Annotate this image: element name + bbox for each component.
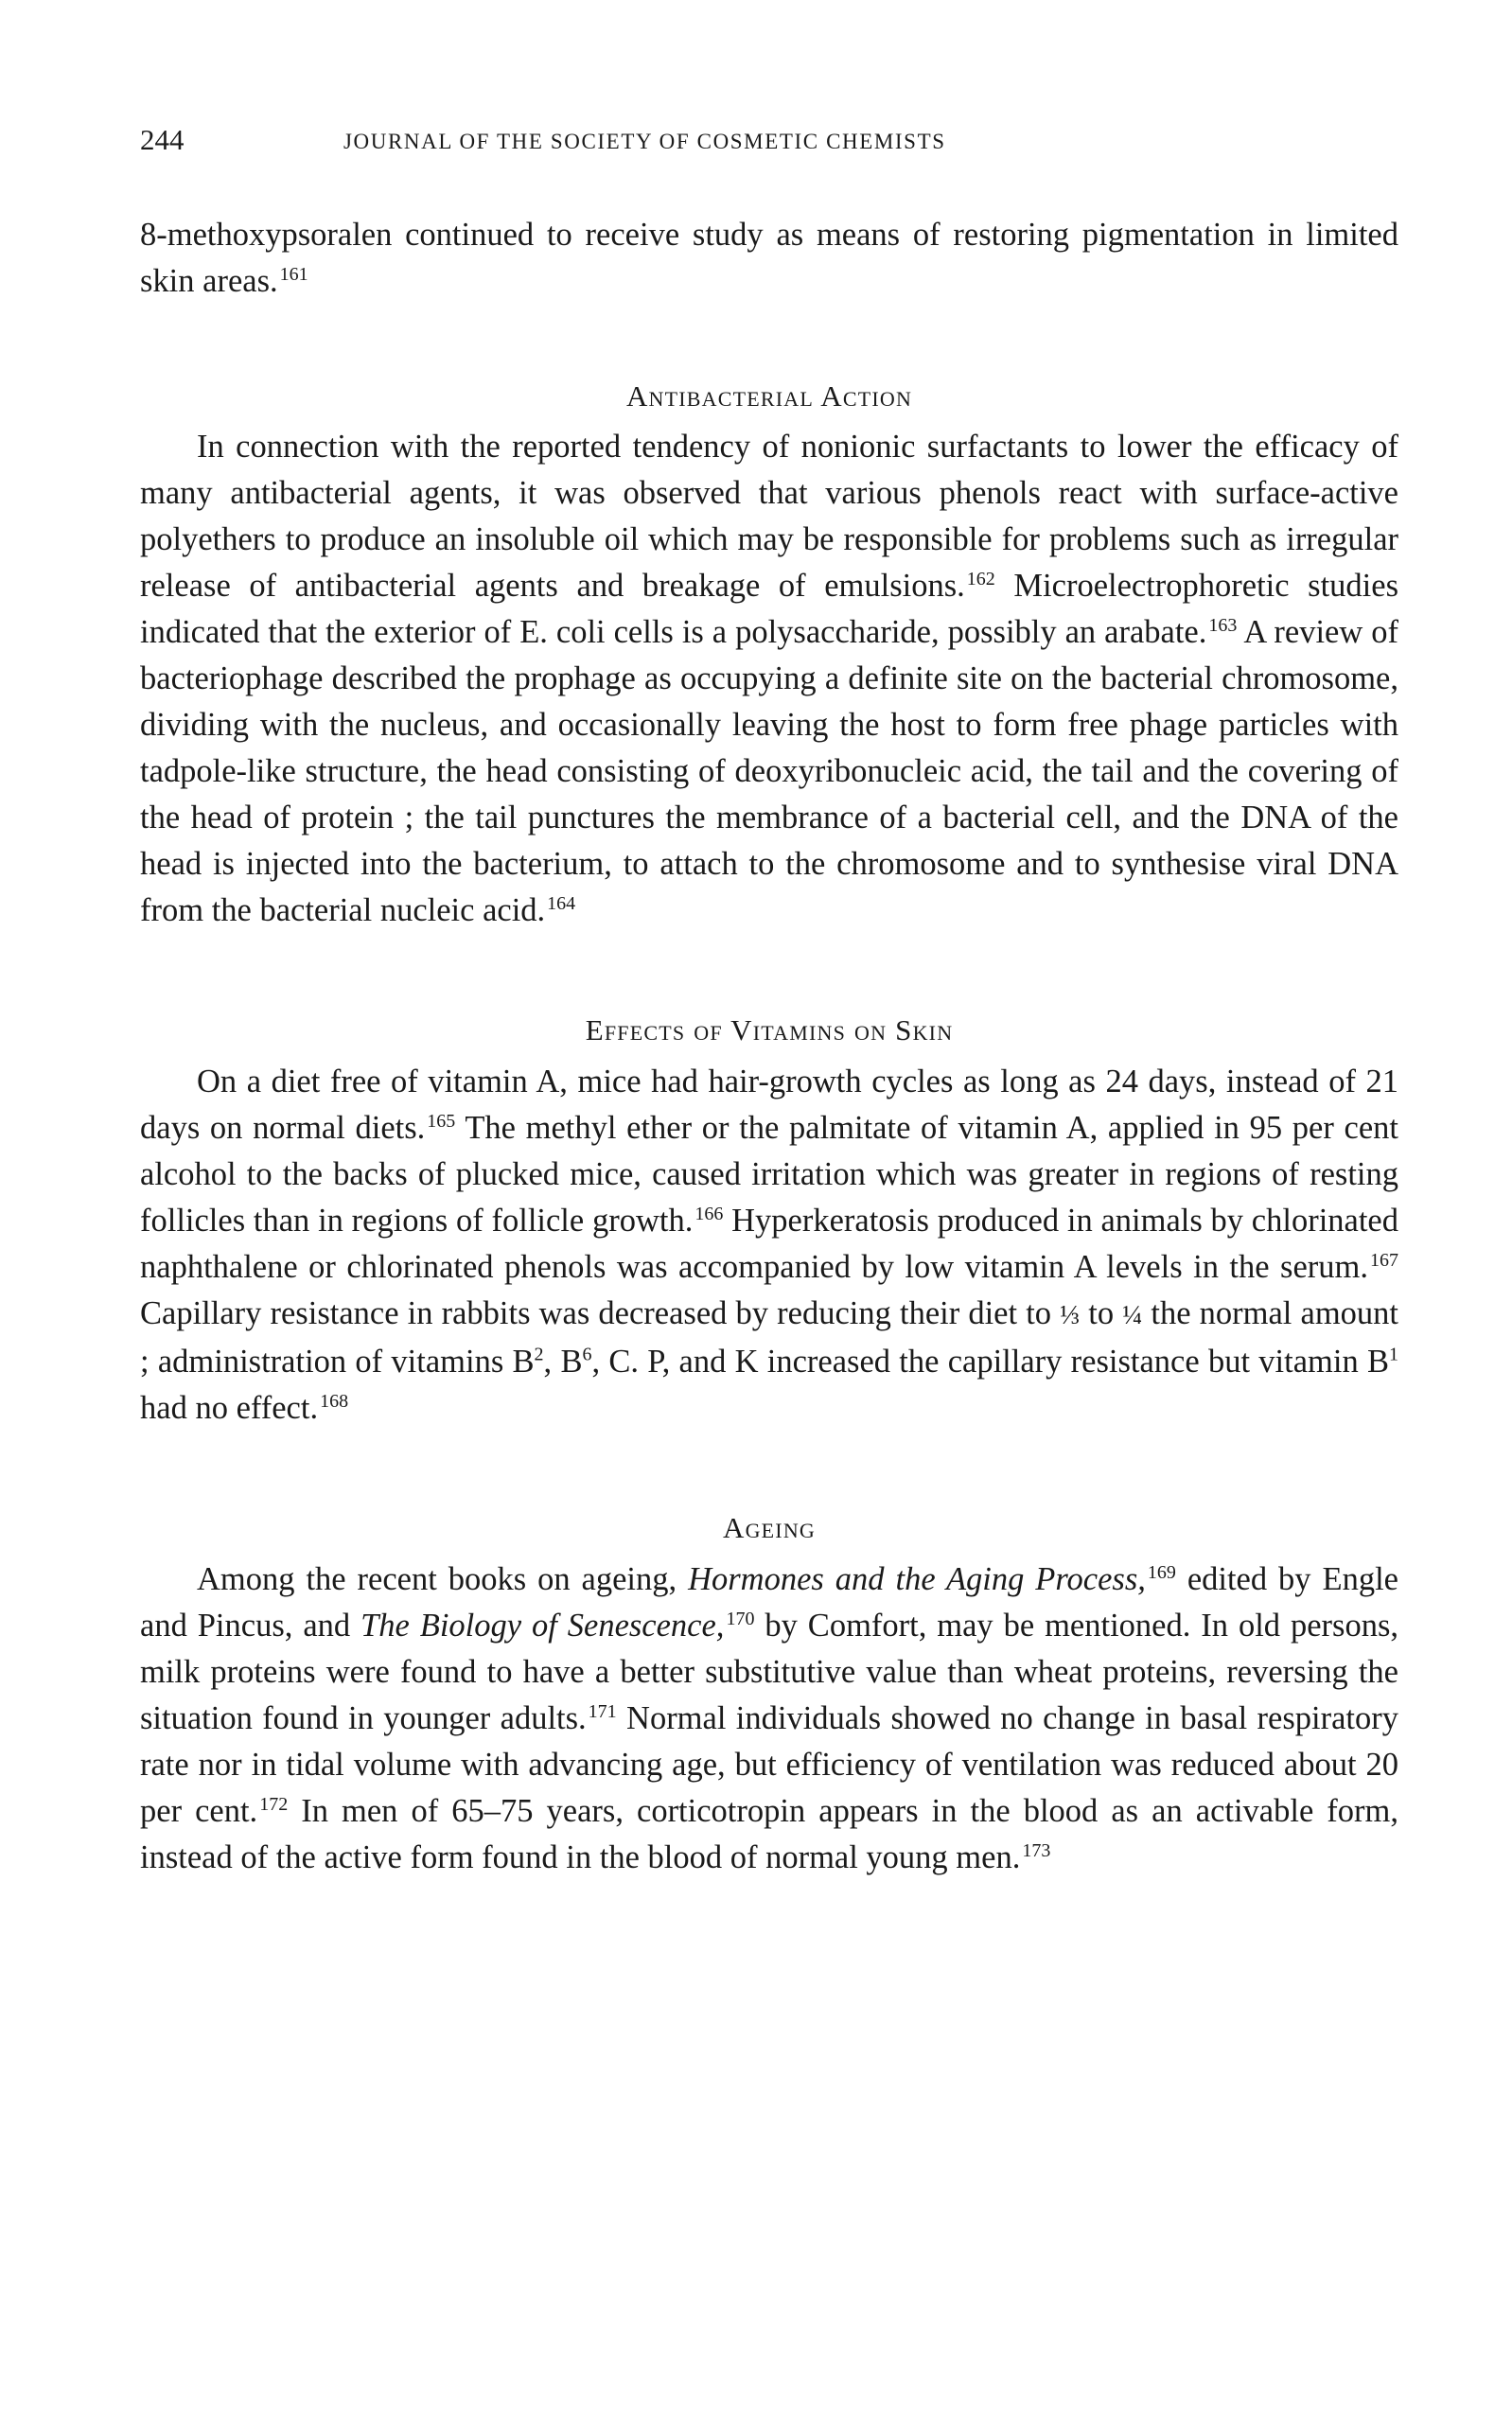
intro-text: 8-methoxypsoralen continued to receive study as means of restoring pigmentation in limited skin areas.	[140, 217, 1398, 299]
book-title: The Biology of Senescence,	[360, 1608, 725, 1644]
sentence: edited by Engle and Pincus, and	[140, 1561, 1398, 1644]
sentence: Capillary resistance in rabbits was decreased by reducing their diet to	[140, 1295, 1061, 1331]
intro-paragraph	[140, 212, 1398, 305]
journal-title: JOURNAL OF THE SOCIETY OF COSMETIC CHEMISTS	[343, 130, 946, 153]
sentence: Hyperkeratosis produced in animals by chlorinated naphthalene or chlorinated phenols was accompanied by low vitamin A levels in the serum.	[140, 1203, 1398, 1285]
journal-page	[140, 0, 1398, 1881]
footnote-ref: 164	[547, 892, 576, 914]
vitamin-superscript: 6	[582, 1344, 592, 1365]
footnote-ref: 169	[1147, 1561, 1176, 1583]
section-heading-antibacterial: Antibacterial Action	[625, 379, 913, 413]
footnote-ref: 166	[694, 1203, 724, 1224]
sentence: A review of bacteriophage described the prophage as occupying a definite site on the bacterial chromosome, dividing with the nucleus, and occasionally leaving the host to form free phage particles with tadpole-like structure, the head consisting of deoxyribonucleic acid, the tail and the covering of the head of protein ; the tail punctures the membrance of a bacterial cell, and the DNA of the head is injected into the bacterium, to attach to the chromosome and to synthesise viral DNA from the bacterial nucleic acid.	[140, 614, 1399, 928]
vitamins-paragraph	[140, 1059, 1398, 1432]
footnote-ref: 162	[966, 568, 995, 589]
sentence: , B	[543, 1344, 583, 1380]
sentence: , C. P, and K increased the capillary resistance but vitamin B	[591, 1344, 1389, 1380]
sentence: Normal individuals showed no change in basal respiratory rate nor in tidal volume with advancing age, but efficiency of ventilation was reduced about 20 per cent.	[140, 1700, 1398, 1829]
sentence: Among the recent books on ageing,	[197, 1561, 689, 1597]
antibacterial-paragraph	[140, 424, 1398, 934]
sentence: the normal amount ; administration of vitamins B	[140, 1295, 1398, 1380]
footnote-ref: 173	[1022, 1839, 1051, 1861]
footnote-ref: 167	[1370, 1249, 1398, 1271]
footnote-ref: 170	[726, 1608, 755, 1629]
footnote-ref: 165	[427, 1110, 456, 1132]
sentence: In men of 65–75 years, corticotropin appears in the blood as an activable form, instead of the active form found in the blood of normal young men.	[140, 1793, 1398, 1875]
sentence: Microelectrophoretic studies indicated that the exterior of E. coli cells is a polysaccharide, possibly an arabate.	[140, 568, 1398, 650]
book-title: Hormones and the Aging Process,	[688, 1561, 1146, 1597]
footnote-ref: 168	[320, 1390, 349, 1412]
footnote-ref: 163	[1208, 614, 1238, 636]
sentence: to	[1080, 1295, 1123, 1331]
sentence: The methyl ether or the palmitate of vitamin A, applied in 95 per cent alcohol to the backs of plucked mice, caused irritation which was greater in regions of resting follicles than in regions of follicle growth.	[140, 1110, 1398, 1239]
footnote-ref: 161	[279, 263, 308, 285]
section-heading-vitamins: Effects of Vitamins on Skin	[585, 1013, 954, 1046]
vitamin-superscript: 2	[534, 1344, 544, 1365]
sentence: In connection with the reported tendency of nonionic surfactants to lower the efficacy of many antibacterial agents, it was observed that various phenols react with surface-active polyethers to produce an insoluble oil which may be responsible for problems such as irregular release of antibacterial agents and breakage of emulsions.	[140, 429, 1398, 604]
sentence: had no effect.	[140, 1390, 319, 1426]
page-number: 244	[140, 123, 185, 156]
footnote-ref: 172	[259, 1793, 289, 1815]
vitamin-superscript: 1	[1389, 1344, 1398, 1365]
ageing-paragraph	[140, 1556, 1398, 1881]
running-head	[140, 121, 1398, 176]
fraction-one-third: ⅓	[1060, 1301, 1081, 1330]
section-heading-ageing: Ageing	[722, 1511, 816, 1544]
fraction-one-quarter: ¼	[1122, 1301, 1143, 1330]
footnote-ref: 171	[588, 1700, 617, 1722]
sentence: On a diet free of vitamin A, mice had hair-growth cycles as long as 24 days, instead of 21 days on normal diets.	[140, 1064, 1398, 1146]
sentence: by Comfort, may be mentioned. In old persons, milk proteins were found to have a better substitutive value than wheat proteins, reversing the situation found in younger adults.	[140, 1608, 1398, 1736]
